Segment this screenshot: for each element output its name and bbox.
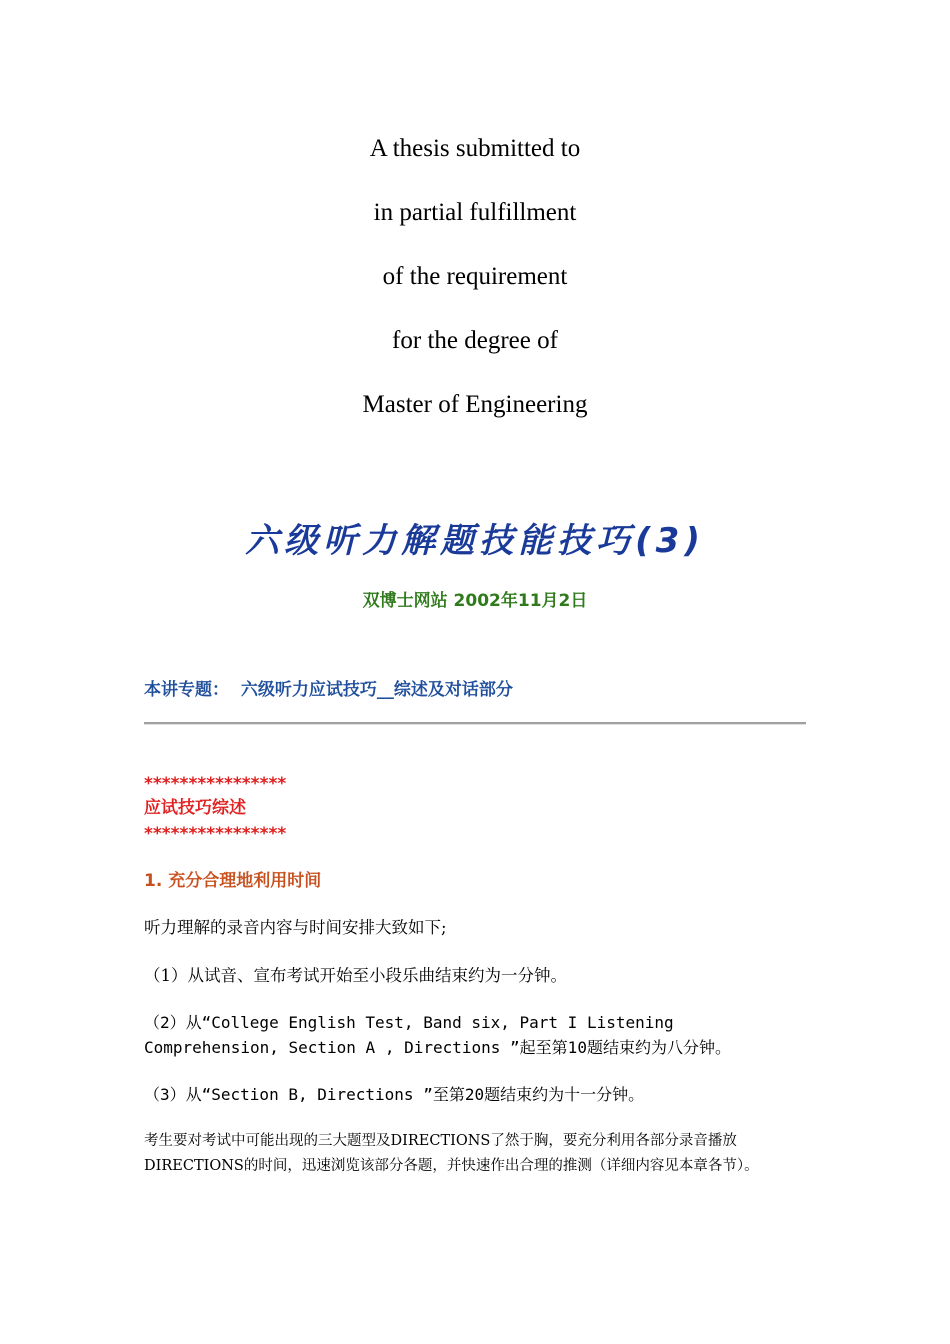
list-item-2-line-1: （2）从“College English Test, Band six, Part I Listening [144,1013,674,1032]
thesis-line-5: Master of Engineering [362,391,588,418]
intro-paragraph: 听力理解的录音内容与时间安排大致如下; [144,918,447,937]
stars-top: **************** [144,774,287,794]
list-item-3: （3）从“Section B, Directions ”至第20题结束约为十一分钟。 [144,1085,645,1104]
section-title: 应试技巧综述 [144,798,246,818]
heading-time-management: 1. 充分合理地利用时间 [144,871,322,891]
thesis-line-3: of the requirement [382,263,568,290]
source-date: 双博士网站 2002年11月2日 [362,591,588,611]
stars-bottom: **************** [144,824,287,844]
thesis-line-2: in partial fulfillment [373,199,577,226]
note-line-1: 考生要对考试中可能出现的三大题型及DIRECTIONS了然于胸，要充分利用各部分录音播放 [144,1133,737,1149]
thesis-line-4: for the degree of [392,327,558,354]
list-item-1: （1）从试音、宣布考试开始至小段乐曲结束约为一分钟。 [144,966,567,985]
lecture-topic: 本讲专题： 六级听力应试技巧__综述及对话部分 [144,680,513,700]
note-line-2: DIRECTIONS的时间，迅速浏览该部分各题，并快速作出合理的推测（详细内容见本章各节）。 [144,1158,759,1174]
article-title: 六级听力解题技能技巧(3) [245,521,705,561]
horizontal-divider [144,722,806,725]
list-item-2-line-2: Comprehension, Section A , Directions ”起至第10题结束约为八分钟。 [144,1038,731,1057]
thesis-line-1: A thesis submitted to [369,135,581,162]
